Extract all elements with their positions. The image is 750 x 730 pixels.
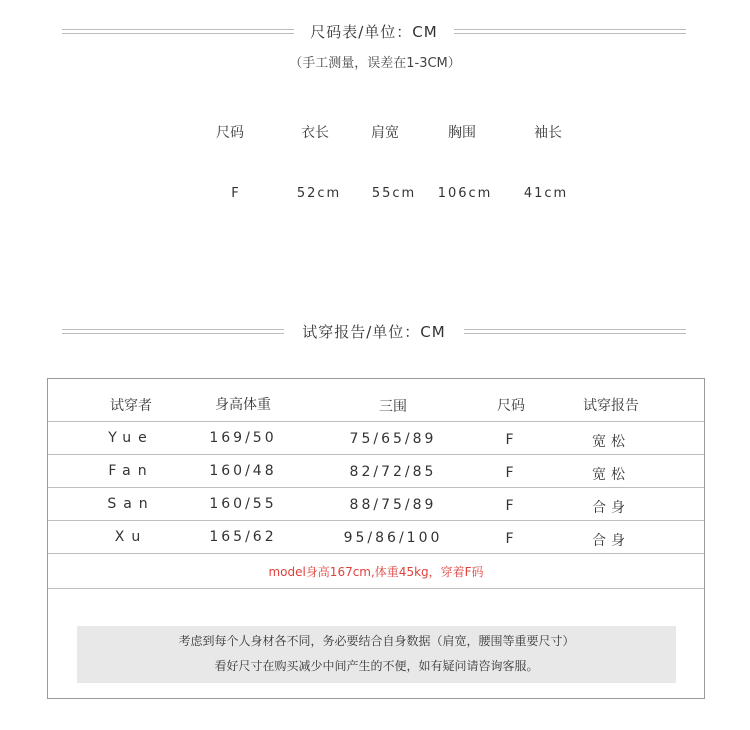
report-row	[48, 422, 704, 455]
tester-result: 宽松	[592, 467, 630, 483]
size-value-chest: 106cm	[437, 186, 493, 201]
report-title: 试穿报告/单位：CM	[302, 323, 446, 341]
report-header	[62, 320, 686, 344]
measurement-note: （手工测量，误差在1-3CM）	[289, 56, 461, 71]
report-header-size: 尺码	[497, 398, 525, 414]
tester-name: Yue	[108, 430, 154, 446]
model-note: model身高167cm,体重45kg，穿着F码	[268, 565, 484, 579]
size-header-shoulder: 肩宽	[371, 125, 399, 141]
model-note-row	[48, 554, 704, 589]
advice-line-2: 看好尺寸在购买减少中间产生的不便，如有疑问请咨询客服。	[214, 659, 539, 673]
size-value-length: 52cm	[296, 186, 342, 201]
size-value-size: F	[231, 186, 241, 201]
size-chart-header	[62, 20, 686, 44]
tester-name: Fan	[108, 463, 154, 479]
tester-result: 合身	[592, 500, 630, 516]
tester-size: F	[505, 531, 517, 547]
size-chart-title: 尺码表/单位：CM	[310, 23, 438, 41]
size-header-chest: 胸围	[448, 125, 476, 141]
report-row	[48, 488, 704, 521]
size-header-size: 尺码	[216, 125, 244, 141]
tester-measurements: 75/65/89	[349, 431, 437, 447]
tester-size: F	[505, 432, 517, 448]
tester-name: Xu	[114, 529, 148, 545]
report-header-height-weight: 身高体重	[215, 397, 271, 413]
tester-size: F	[505, 498, 517, 514]
tester-height-weight: 160/55	[209, 496, 277, 512]
divider-right	[454, 29, 686, 34]
tester-result: 合身	[592, 533, 630, 549]
tester-result: 宽松	[592, 434, 630, 450]
advice-box	[77, 626, 676, 683]
size-header-length: 衣长	[301, 125, 329, 141]
tester-measurements: 95/86/100	[343, 530, 443, 546]
size-value-sleeve: 41cm	[523, 186, 569, 201]
report-row	[48, 455, 704, 488]
size-header-sleeve: 袖长	[534, 125, 562, 141]
tester-measurements: 88/75/89	[349, 497, 437, 513]
advice-line-1: 考虑到每个人身材各不同，务必要结合自身数据（肩宽，腰围等重要尺寸）	[178, 634, 575, 648]
tester-measurements: 82/72/85	[349, 464, 437, 480]
tester-name: San	[107, 496, 155, 512]
tester-height-weight: 169/50	[209, 430, 277, 446]
report-header-tester: 试穿者	[110, 398, 152, 414]
divider-right	[464, 329, 686, 334]
report-table	[47, 378, 705, 699]
report-header-measurements: 三围	[379, 399, 407, 415]
report-row	[48, 521, 704, 554]
report-header-row	[48, 379, 704, 422]
tester-height-weight: 160/48	[209, 463, 277, 479]
report-header-result: 试穿报告	[583, 398, 639, 414]
tester-size: F	[505, 465, 517, 481]
tester-height-weight: 165/62	[209, 529, 277, 545]
size-value-shoulder: 55cm	[371, 186, 417, 201]
